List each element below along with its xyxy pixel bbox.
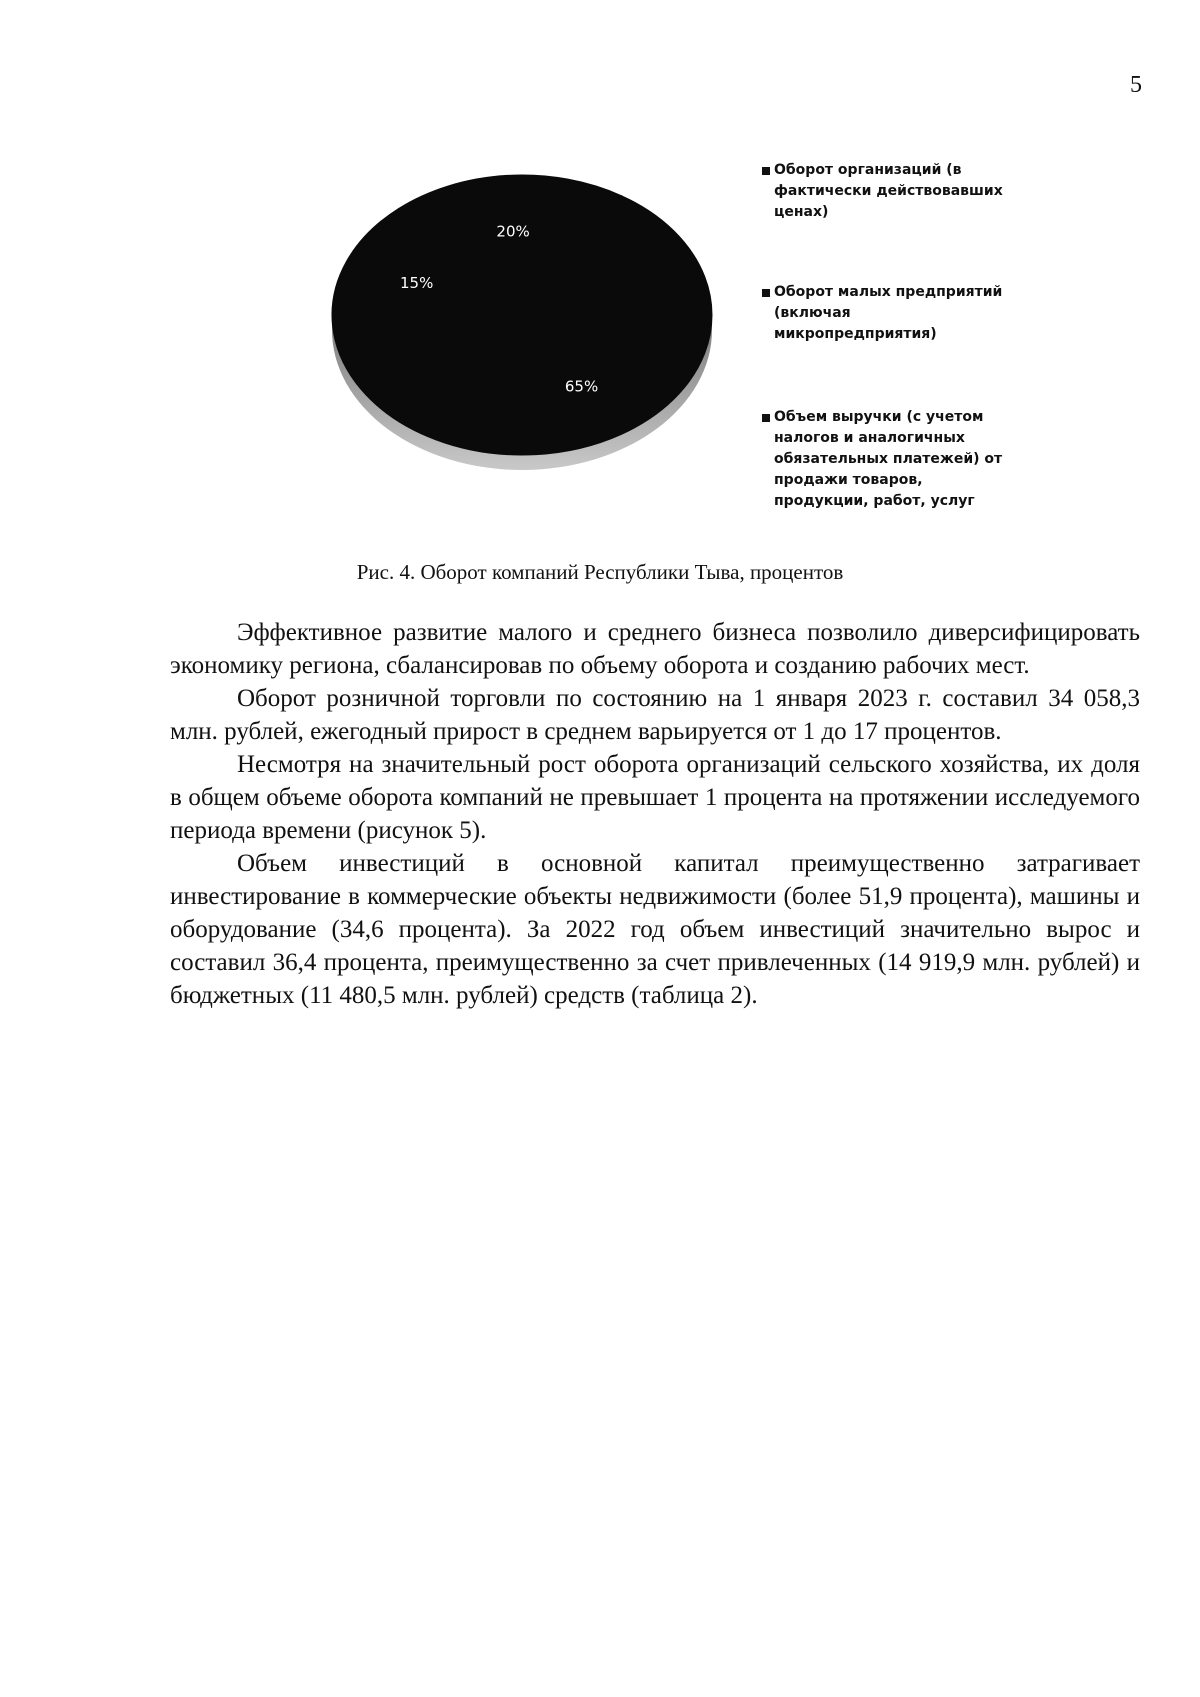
figure-caption: Рис. 4. Оборот компаний Республики Тыва, процентов — [356, 560, 844, 584]
legend-label: Оборот малых предприятий (включая микропредприятия) — [774, 284, 1003, 342]
pie-chart — [300, 150, 750, 520]
paragraph: Объем инвестиций в основной капитал преимущественно затрагивает инвестирование в коммерческие объекты недвижимости (более 51,9 процента), машины и оборудование (34,6 процента). За 2022 год объем инвестиций значительно вырос и составил 36,4 процента, преимущественно за счет привлеченных (14 919,9 млн. рублей) и бюджетных (11 480,5 млн. рублей) средств (таблица 2). — [170, 850, 1140, 1009]
body-text — [170, 616, 1140, 1012]
paragraph: Несмотря на значительный рост оборота организаций сельского хозяйства, их доля в общем объеме оборота компаний не превышает 1 процента на протяжении исследуемого периода времени (рисунок 5). — [170, 751, 1140, 844]
pie-slice-label: 65% — [564, 377, 599, 396]
legend-label: Объем выручки (с учетом налогов и аналогичных обязательных платежей) от продажи товаров, продукции, работ, услуг — [774, 409, 1003, 509]
legend-marker — [762, 167, 770, 175]
legend-item — [762, 407, 1010, 512]
paragraph: Эффективное развитие малого и среднего бизнеса позволило диверсифицировать экономику региона, сбалансировав по объему оборота и созданию рабочих мест. — [170, 619, 1140, 679]
pie-slice-label: 20% — [496, 222, 530, 241]
legend-item — [762, 282, 1010, 345]
page-number: 5 — [1130, 72, 1142, 98]
legend-item — [762, 160, 1010, 223]
legend-marker — [762, 289, 770, 297]
legend-label: Оборот организаций (в фактически действовавших ценах) — [774, 162, 1003, 220]
paragraph: Оборот розничной торговли по состоянию на 1 января 2023 г. составил 34 058,3 млн. рублей, ежегодный прирост в среднем варьируется от 1 до 17 процентов. — [170, 685, 1140, 745]
pie-slice-label: 15% — [400, 273, 434, 292]
legend-marker — [762, 414, 770, 422]
